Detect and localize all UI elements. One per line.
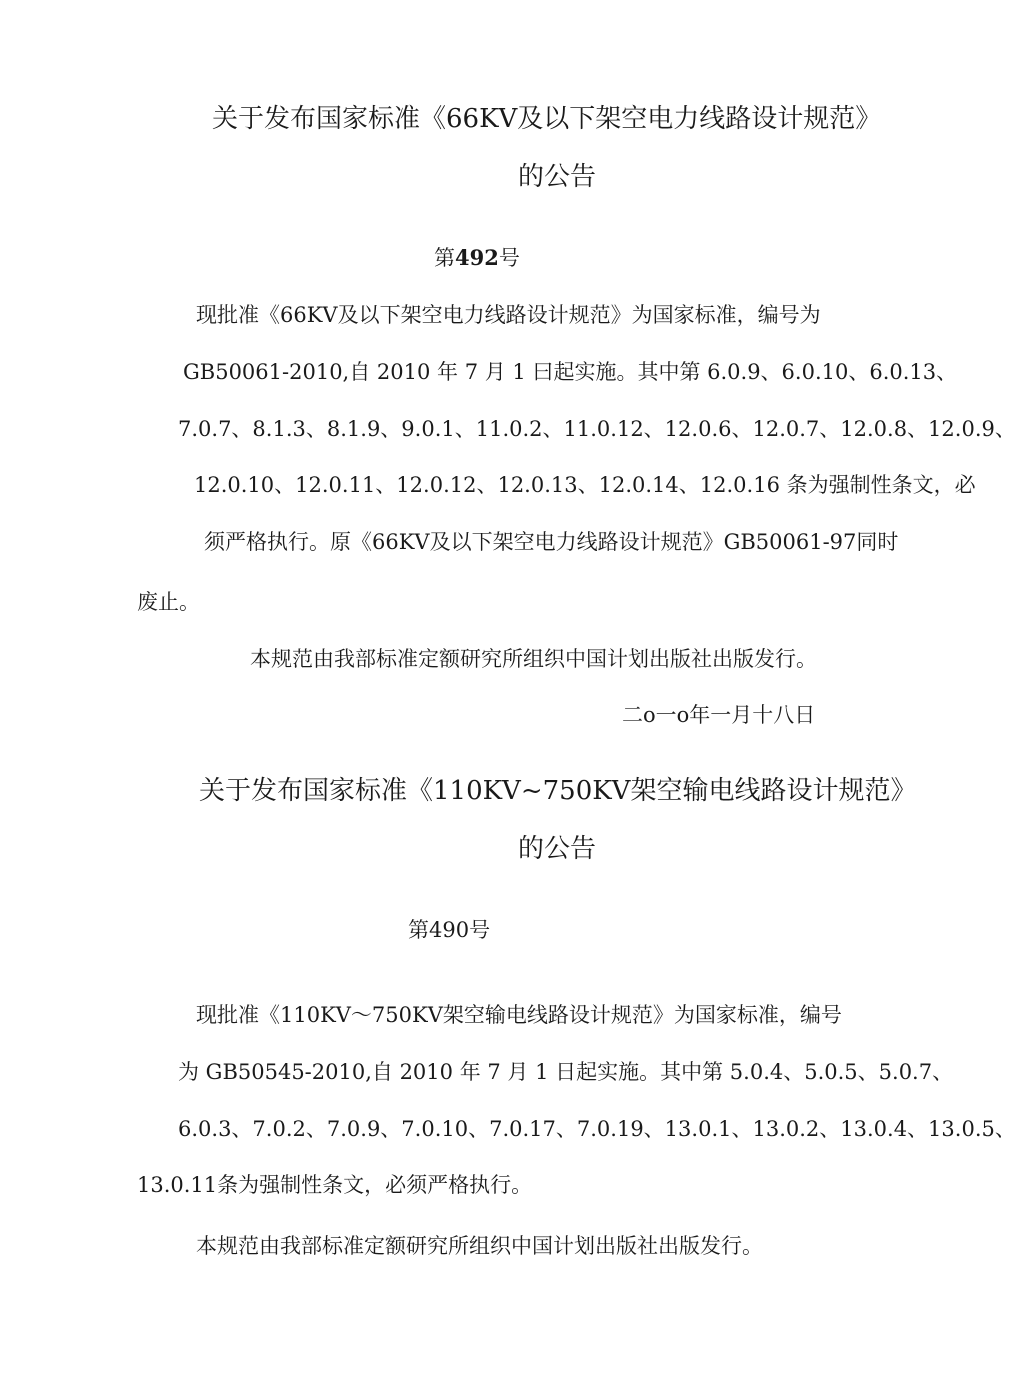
notice1-number-suffix: 号: [498, 246, 520, 270]
notice1-date: 二o一o年一月十八日: [622, 703, 816, 727]
notice1-body-line: 须严格执行。原《66KV及以下架空电力线路设计规范》GB50061-97同时: [204, 530, 899, 554]
notice1-body-line: 7.0.7、8.1.3、8.1.9、9.0.1、11.0.2、11.0.12、12.0.6、12.0.7、12.0.8、12.0.9、: [178, 417, 1016, 441]
notice2-body-line: 为 GB50545-2010,自 2010 年 7 月 1 日起实施。其中第 5.0.4、5.0.5、5.0.7、: [178, 1060, 954, 1084]
notice2-title-line2: 的公告: [518, 834, 597, 864]
notice1-body-line: 废止。: [137, 590, 200, 614]
notice1-number-prefix: 第: [434, 246, 455, 270]
notice1-number-value: 492: [455, 245, 499, 270]
notice1-publisher: 本规范由我部标准定额研究所组织中国计划出版社出版发行。: [250, 647, 817, 671]
notice2-number: 第490号: [408, 918, 491, 942]
notice1-body-line: 12.0.10、12.0.11、12.0.12、12.0.13、12.0.14、12.0.16 条为强制性条文，必: [194, 473, 976, 497]
notice2-body-line: 6.0.3、7.0.2、7.0.9、7.0.10、7.0.17、7.0.19、13.0.1、13.0.2、13.0.4、13.0.5、: [178, 1117, 1016, 1141]
notice2-body-line: 13.0.11条为强制性条文，必须严格执行。: [137, 1173, 533, 1197]
notice1-title-line1: 关于发布国家标准《66KV及以下架空电力线路设计规范》: [212, 104, 882, 134]
notice1-title-line2: 的公告: [518, 162, 597, 192]
notice1-number: [434, 245, 520, 271]
notice2-body-line: 现批准《110KV～750KV架空输电线路设计规范》为国家标准，编号: [196, 1003, 842, 1027]
notice1-body-line: GB50061-2010,自 2010 年 7 月 1 曰起实施。其中第 6.0.9、6.0.10、6.0.13、: [183, 360, 958, 384]
notice1-body-line: 现批准《66KV及以下架空电力线路设计规范》为国家标准，编号为: [196, 303, 821, 327]
notice2-publisher: 本规范由我部标准定额研究所组织中国计划出版社出版发行。: [196, 1234, 763, 1258]
notice2-title-line1: 关于发布国家标准《110KV~750KV架空输电线路设计规范》: [199, 776, 917, 806]
